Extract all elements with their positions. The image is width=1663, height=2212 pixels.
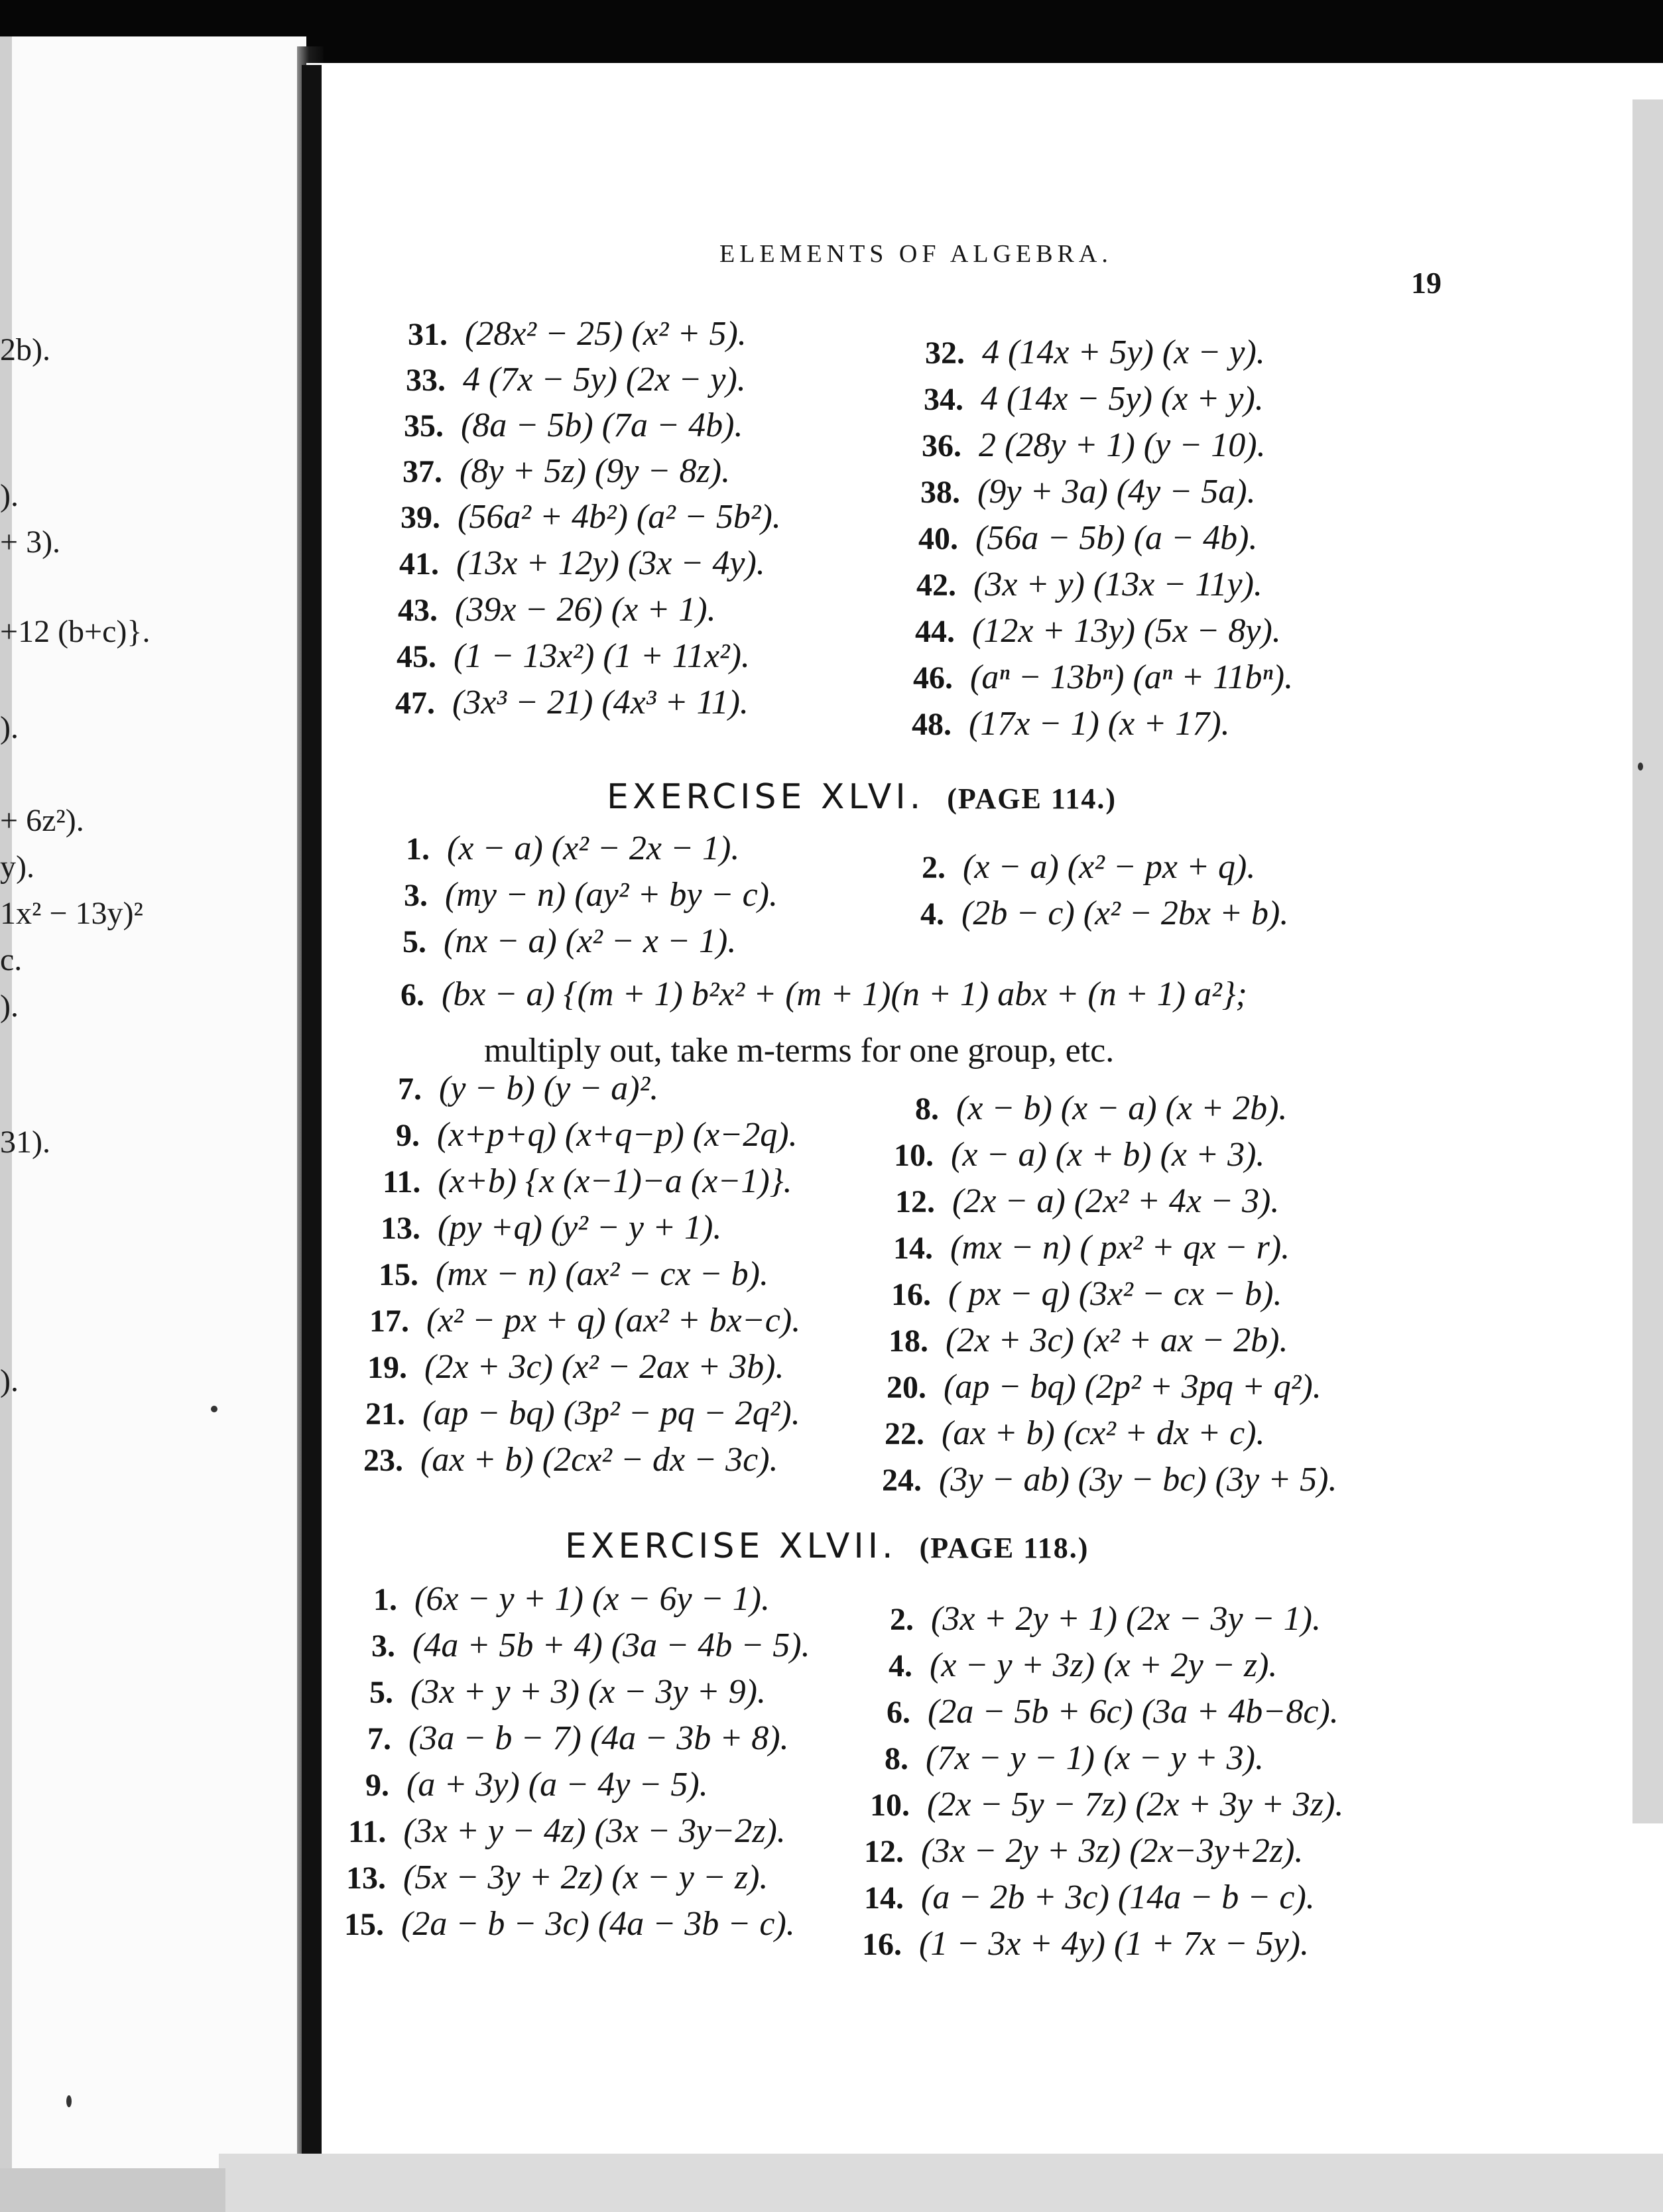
facing-page-fragment: c. (0, 942, 23, 977)
answer-number: 3. (404, 878, 428, 913)
answer-10 (894, 1135, 1264, 1174)
answer-text: (13x + 12y) (3x − 4y). (456, 544, 765, 582)
facing-page-fragment: ). (0, 710, 19, 745)
page-number: 19 (1411, 266, 1442, 300)
answer-16 (862, 1924, 1309, 1963)
facing-page-fragment: +12 (b+c)}. (0, 614, 151, 649)
answer-text: (12x + 13y) (5x − 8y). (972, 612, 1281, 650)
answer-number: 48. (912, 707, 952, 742)
answer-text: (my − n) (ay² + by − c). (445, 876, 778, 914)
answer-number: 18. (889, 1323, 928, 1359)
answer-3 (371, 1626, 810, 1665)
exercise-title: EXERCISE XLVII. (565, 1526, 897, 1566)
answer-text: (2x + 3c) (x² + ax − 2b). (946, 1321, 1288, 1359)
answer-5 (402, 922, 736, 961)
answer-number: 16. (862, 1927, 902, 1962)
answer-18 (889, 1321, 1288, 1360)
answer-text: 4 (14x + 5y) (x − y). (982, 334, 1265, 371)
answer-8 (885, 1739, 1264, 1778)
answer-number: 44. (915, 614, 955, 649)
answer-number: 13. (381, 1211, 420, 1246)
facing-page-fragment: y). (0, 849, 34, 885)
answer-text: (6x − y + 1) (x − 6y − 1). (414, 1580, 770, 1618)
answer-4 (889, 1646, 1277, 1685)
answer-number: 11. (383, 1164, 421, 1199)
answer-text: (nx − a) (x² − x − 1). (444, 922, 737, 960)
answer-6 (400, 975, 1247, 1014)
answer-number: 4. (920, 896, 944, 932)
answer-number: 43. (398, 593, 438, 628)
answer-text: (3x + y + 3) (x − 3y + 9). (410, 1673, 766, 1711)
answer-text: (8y + 5z) (9y − 8z). (460, 452, 731, 490)
answer-number: 24. (882, 1463, 922, 1498)
facing-page-fragment: + 3). (0, 524, 61, 560)
answer-number: 3. (371, 1628, 395, 1664)
answer-number: 41. (399, 546, 439, 582)
answer-text: (2x − 5y − 7z) (2x + 3y + 3z). (927, 1786, 1344, 1823)
answer-number: 12. (864, 1834, 904, 1869)
answer-number: 16. (891, 1277, 931, 1312)
answer-text: (3x + 2y + 1) (2x − 3y − 1). (931, 1600, 1321, 1638)
answer-number: 15. (379, 1257, 418, 1292)
answer-37 (402, 452, 730, 491)
answer-14 (893, 1228, 1290, 1267)
answer-text: (x² − px + q) (ax² + bx−c). (426, 1302, 801, 1339)
answer-text: (17x − 1) (x + 17). (969, 705, 1230, 743)
answer-text: (56a − 5b) (a − 4b). (975, 519, 1258, 557)
answer-number: 36. (922, 428, 961, 463)
answer-text: (9y + 3a) (4y − 5a). (977, 473, 1256, 511)
answer-text: (4a + 5b + 4) (3a − 4b − 5). (412, 1627, 810, 1664)
answer-9 (396, 1115, 798, 1154)
answer-text: (56a² + 4b²) (a² − 5b²). (458, 498, 781, 536)
answer-11 (383, 1162, 792, 1201)
answer-12 (864, 1831, 1303, 1871)
answer-text: (ap − bq) (3p² − pq − 2q²). (422, 1394, 800, 1432)
answer-text: (3x³ − 21) (4x³ + 11). (452, 684, 749, 721)
answer-14 (864, 1878, 1315, 1917)
answer-8 (915, 1089, 1287, 1128)
answer-36 (922, 426, 1266, 465)
answer-number: 33. (406, 363, 446, 398)
answer-40 (918, 519, 1257, 558)
answer-text: (3a − b − 7) (4a − 3b + 8). (408, 1719, 789, 1757)
answer-number: 8. (885, 1741, 908, 1776)
answer-number: 37. (402, 454, 442, 489)
answer-13 (381, 1208, 721, 1247)
answer-text: (x − a) (x² − px + q). (963, 848, 1256, 886)
answer-12 (895, 1182, 1279, 1221)
answer-number: 6. (887, 1695, 910, 1730)
answer-number: 21. (365, 1396, 405, 1432)
answer-20 (887, 1367, 1322, 1406)
answer-number: 31. (408, 317, 448, 352)
answer-text: (3y − ab) (3y − bc) (3y + 5). (939, 1461, 1337, 1499)
answer-number: 5. (402, 924, 426, 959)
answer-1 (406, 829, 739, 868)
answer-text: (x − y + 3z) (x + 2y − z). (930, 1646, 1278, 1684)
answer-22 (885, 1414, 1265, 1453)
answer-43 (398, 590, 716, 629)
answer-number: 39. (400, 500, 440, 535)
scan-bottom-border (219, 2154, 1663, 2212)
answer-35 (404, 406, 743, 445)
answer-41 (399, 544, 765, 583)
answer-23 (363, 1440, 778, 1479)
answer-number: 4. (889, 1648, 912, 1684)
scan-speck (66, 2095, 72, 2107)
answer-text: (2x − a) (2x² + 4x − 3). (952, 1182, 1280, 1220)
answer-number: 9. (396, 1118, 420, 1153)
answer-text: (1 − 13x²) (1 + 11x²). (454, 637, 750, 675)
answer-34 (924, 379, 1264, 418)
answer-number: 38. (920, 475, 960, 510)
answer-number: 40. (918, 521, 958, 556)
answer-text: (mx − n) ( px² + qx − r). (950, 1229, 1290, 1266)
answer-text: (mx − n) (ax² − cx − b). (436, 1255, 769, 1293)
answer-39 (400, 497, 781, 536)
answer-number: 17. (369, 1304, 409, 1339)
answer-text: 4 (7x − 5y) (2x − y). (463, 361, 746, 399)
answer-number: 47. (395, 686, 435, 721)
answer-5 (369, 1672, 766, 1711)
exercise-xlvii-heading (565, 1526, 1089, 1566)
answer-number: 11. (348, 1814, 387, 1849)
answer-text: (7x − y − 1) (x − y + 3). (926, 1739, 1264, 1777)
answer-48 (912, 704, 1230, 743)
answer-42 (916, 565, 1263, 604)
answer-text: (x − a) (x + b) (x + 3). (951, 1136, 1265, 1174)
answer-text: (2b − c) (x² − 2bx + b). (961, 894, 1289, 932)
answer-text: 4 (14x − 5y) (x + y). (981, 380, 1264, 418)
answer-7 (367, 1719, 789, 1758)
answer-46 (913, 658, 1293, 697)
answer-7 (398, 1069, 658, 1108)
facing-page-fragment: 2b). (0, 332, 50, 367)
answer-number: 8. (915, 1091, 939, 1127)
answer-number: 22. (885, 1416, 924, 1451)
answer-text: (x+p+q) (x+q−p) (x−2q). (437, 1116, 798, 1154)
answer-text: (aⁿ − 13bⁿ) (aⁿ + 11bⁿ). (970, 658, 1294, 696)
answer-text: (x − a) (x² − 2x − 1). (447, 830, 740, 867)
answer-number: 13. (346, 1861, 386, 1896)
answer-number: 1. (373, 1582, 397, 1617)
answer-3 (404, 875, 778, 914)
answer-number: 1. (406, 831, 430, 867)
scan-speck (211, 1406, 217, 1412)
answer-19 (367, 1347, 784, 1386)
answer-text: (39x − 26) (x + 1). (455, 591, 716, 629)
answer-2 (922, 847, 1255, 887)
answer-10 (870, 1785, 1343, 1824)
answer-number: 42. (916, 568, 956, 603)
answer-16 (891, 1274, 1282, 1314)
page-binding-edge (302, 65, 322, 2164)
answer-number: 2. (922, 850, 946, 885)
answer-text: (bx − a) {(m + 1) b²x² + (m + 1)(n + 1) abx + (n + 1) a²}; (442, 975, 1247, 1013)
exercise-title: EXERCISE XLVI. (607, 777, 925, 817)
scan-bottom-border-left (0, 2168, 225, 2212)
facing-page-fragment: ). (0, 1363, 19, 1398)
answer-number: 23. (363, 1443, 403, 1478)
answer-text: (3x − 2y + 3z) (2x−3y+2z). (921, 1832, 1304, 1870)
exercise-page-ref: (PAGE 114.) (947, 782, 1117, 815)
answer-number: 6. (400, 977, 424, 1013)
answer-number: 35. (404, 408, 444, 444)
facing-page (0, 36, 306, 2212)
answer-text: (ap − bq) (2p² + 3pq + q²). (944, 1368, 1322, 1406)
answer-text: (ax + b) (cx² + dx + c). (942, 1414, 1265, 1452)
scan-speck (1638, 763, 1643, 770)
answer-6-note: multiply out, take m-terms for one group, etc. (484, 1032, 1115, 1070)
answer-number: 20. (887, 1370, 926, 1405)
answer-text: (1 − 3x + 4y) (1 + 7x − 5y). (919, 1925, 1309, 1963)
answer-number: 32. (925, 336, 965, 371)
answer-32 (925, 333, 1265, 372)
facing-page-fragment: 31). (0, 1125, 50, 1160)
facing-page-fragment: ). (0, 989, 19, 1024)
running-title: ELEMENTS OF ALGEBRA. (719, 240, 1113, 268)
answer-text: (5x − 3y + 2z) (x − y − z). (403, 1859, 769, 1896)
page-right-edge (1632, 99, 1663, 1823)
answer-text: (2x + 3c) (x² − 2ax + 3b). (424, 1348, 784, 1386)
answer-44 (915, 611, 1281, 650)
answer-17 (369, 1301, 800, 1340)
answer-text: (3x + y − 4z) (3x − 3y−2z). (403, 1812, 786, 1850)
answer-number: 15. (344, 1907, 384, 1942)
answer-number: 12. (895, 1184, 935, 1219)
answer-38 (920, 472, 1256, 511)
answer-11 (348, 1812, 786, 1851)
answer-number: 19. (367, 1350, 407, 1385)
answer-text: (y − b) (y − a)². (439, 1070, 659, 1107)
answer-text: (a + 3y) (a − 4y − 5). (406, 1766, 708, 1804)
answer-15 (344, 1904, 795, 1943)
answer-number: 46. (913, 660, 953, 696)
answer-text: (x+b) {x (x−1)−a (x−1)}. (438, 1162, 792, 1200)
answer-9 (365, 1765, 708, 1804)
answer-number: 5. (369, 1675, 393, 1710)
answer-4 (920, 894, 1288, 933)
answer-number: 10. (894, 1138, 934, 1173)
answer-text: (ax + b) (2cx² − dx − 3c). (420, 1441, 778, 1479)
answer-text: 2 (28y + 1) (y − 10). (979, 426, 1266, 464)
answer-text: (28x² − 25) (x² + 5). (465, 315, 747, 353)
answer-47 (395, 683, 749, 722)
answer-text: (x − b) (x − a) (x + 2b). (956, 1089, 1288, 1127)
facing-page-fragment: + 6z²). (0, 803, 84, 838)
answer-number: 14. (864, 1880, 904, 1916)
answer-text: (2a − b − 3c) (4a − 3b − c). (401, 1905, 795, 1943)
answer-2 (890, 1599, 1321, 1638)
facing-page-fragment: 1x² − 13y)² (0, 896, 143, 931)
answer-15 (379, 1255, 769, 1294)
facing-page-fragment: ). (0, 478, 19, 513)
answer-31 (408, 314, 747, 353)
answer-text: (8a − 5b) (7a − 4b). (461, 406, 743, 444)
answer-24 (882, 1460, 1337, 1499)
answer-text: (py +q) (y² − y + 1). (438, 1209, 722, 1247)
answer-text: (a − 2b + 3c) (14a − b − c). (921, 1878, 1315, 1916)
answer-number: 45. (397, 639, 436, 674)
answer-text: (2a − 5b + 6c) (3a + 4b−8c). (928, 1693, 1339, 1731)
answer-number: 14. (893, 1231, 933, 1266)
exercise-page-ref: (PAGE 118.) (919, 1532, 1089, 1564)
answer-number: 2. (890, 1602, 914, 1637)
answer-number: 7. (367, 1721, 391, 1756)
answer-21 (365, 1394, 800, 1433)
answer-45 (397, 637, 750, 676)
answer-number: 10. (870, 1788, 910, 1823)
answer-number: 7. (398, 1072, 422, 1107)
answer-text: (3x + y) (13x − 11y). (973, 566, 1263, 603)
answer-6 (887, 1692, 1339, 1731)
answer-number: 34. (924, 382, 963, 417)
answer-1 (373, 1579, 770, 1619)
answer-13 (346, 1858, 768, 1897)
exercise-xlvi-heading (607, 777, 1117, 817)
answer-text: ( px − q) (3x² − cx − b). (948, 1275, 1282, 1313)
answer-33 (406, 360, 746, 399)
answer-number: 9. (365, 1768, 389, 1803)
